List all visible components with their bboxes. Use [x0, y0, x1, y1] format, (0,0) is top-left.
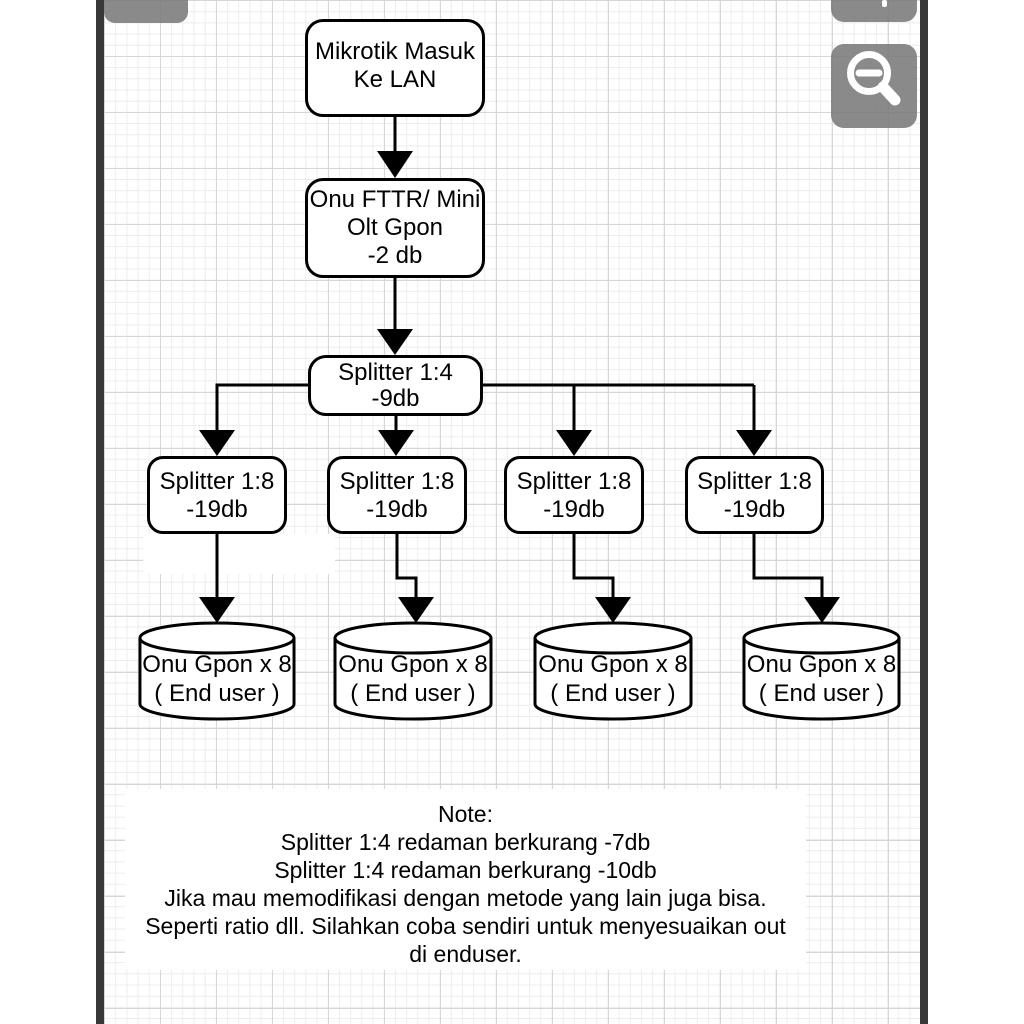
cylinder-text: Onu Gpon x 8 ( End user ): [746, 651, 897, 707]
node-text: -19db: [186, 496, 248, 523]
node-splitter-1-4: [308, 355, 483, 416]
erased-grid-patch: [143, 534, 335, 574]
node-text: -19db: [723, 496, 786, 523]
cylinder-text: Onu Gpon x 8 ( End user ): [142, 651, 292, 707]
node-text: -19db: [543, 496, 605, 523]
node-text: Onu FTTR/ Mini: [309, 186, 481, 213]
node-text: Olt Gpon: [346, 214, 444, 241]
node-splitter-1-8-c: [504, 456, 644, 534]
cylinder-onu-gpon-d: [742, 620, 901, 721]
node-text: -9db: [371, 385, 420, 412]
note-line: Splitter 1:4 redaman berkurang -10db: [274, 857, 657, 883]
node-text: Mikrotik Masuk: [314, 38, 476, 65]
note-line: Note:: [438, 801, 493, 827]
zoom-out-button[interactable]: [831, 44, 917, 128]
node-text: -2 db: [367, 242, 423, 269]
toolbar-button-partial[interactable]: [104, 0, 188, 23]
magnifier-minus-icon: [831, 44, 917, 128]
note-line: Splitter 1:4 redaman berkurang -7db: [280, 829, 651, 855]
cylinder-onu-gpon-b: [333, 620, 493, 721]
node-text: Splitter 1:8: [697, 468, 812, 495]
window-edge-left-bar: [96, 0, 104, 1024]
cylinder-onu-gpon-c: [533, 620, 693, 721]
cylinder-onu-gpon-a: [138, 620, 296, 721]
note-box: [125, 789, 806, 970]
node-text: Splitter 1:4: [338, 359, 453, 386]
cylinder-text: Onu Gpon x 8 ( End user ): [338, 651, 488, 707]
note-line: Jika mau memodifikasi dengan metode yang lain juga bisa.: [164, 885, 767, 911]
node-text: Splitter 1:8: [516, 468, 632, 495]
node-text: Splitter 1:8: [159, 468, 275, 495]
node-splitter-1-8-b: [327, 456, 467, 534]
zoom-in-button-partial[interactable]: [831, 0, 917, 22]
node-text: -19db: [366, 496, 428, 523]
node-text: Splitter 1:8: [339, 468, 455, 495]
node-splitter-1-8-d: [685, 456, 824, 534]
cropped-icon-fragment: [882, 0, 887, 7]
window-edge-right-bar: [920, 0, 928, 1024]
node-splitter-1-8-a: [147, 456, 287, 534]
note-line: di enduser.: [409, 941, 522, 967]
node-onu-fttr-mini-olt: [305, 178, 485, 278]
node-text: Ke LAN: [353, 66, 437, 93]
node-mikrotik-lan: [305, 19, 485, 117]
cylinder-text: Onu Gpon x 8 ( End user ): [538, 651, 688, 707]
note-line: Seperti ratio dll. Silahkan coba sendiri untuk menyesuaikan out: [145, 913, 786, 939]
